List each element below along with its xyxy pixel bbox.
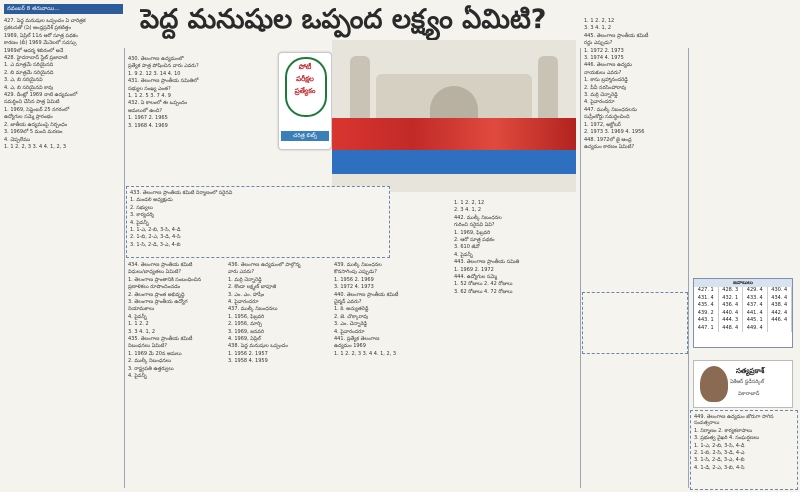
text-line: నాయకులు ఎవరు? [584, 69, 622, 76]
text-line: 434. తెలంగాణ ప్రాంతీయ కమిటీ [128, 262, 193, 268]
text-line: 4. 1969, ఏప్రిల్ [228, 336, 261, 343]
text-line: 1. 1972, అక్టోబర్ [584, 121, 621, 128]
text-line: 3. 3 4. 1, 2 [584, 25, 612, 32]
text-line: 1. మండలి అధ్యక్షుడు [130, 197, 173, 204]
text-line: 1. 9 2. 12 3. 14 4. 10 [128, 70, 181, 77]
text-line: 3. 1974 4. 1975 [584, 55, 624, 62]
text-line: 1. నిర్మాణం 2. కార్యకలాపాలు [694, 427, 753, 434]
section-tag: నవంబర్ 8 తరువాయి... [4, 4, 123, 14]
text-line: 1. 52 రోజులు 2. 42 రోజులు [454, 281, 513, 288]
crowd-blue [332, 150, 576, 174]
text-line: 3. 1972 4. 1973 [334, 284, 374, 291]
text-line: 2. ముల్కీ నిబంధనలు [128, 358, 172, 365]
table-cell: 435. 4 [694, 302, 719, 310]
table-cell: 432. 1 [719, 295, 744, 303]
column-7 [584, 18, 686, 288]
text-line: కొనసాగింపు ఎప్పుడు? [334, 269, 377, 276]
table-cell: 436. 4 [719, 302, 744, 310]
minaret-right [538, 56, 558, 120]
text-line: 3. 610 జీవో [454, 244, 480, 251]
text-line: 3. 62 రోజులు 4. 72 రోజులు [454, 288, 513, 295]
text-line: ఉద్యమం కారణం ఏమిటి? [584, 143, 635, 150]
text-line: 2. కొండా లక్ష్మణ్ బాపూజీ [228, 284, 277, 291]
text-line: 446. తెలంగాణ ఉద్యమ [584, 62, 633, 69]
text-line: 449. తెలంగాణ ఉద్యమం జోరుగా సాగిన సంవత్సరాలు [694, 414, 774, 427]
text-line: 1. 1956 2. 1957 [228, 350, 268, 357]
text-line: వారు ఎవరు? [228, 269, 254, 276]
table-cell: 442. 4 [768, 310, 793, 318]
table-cell: 437. 4 [743, 302, 768, 310]
match-question-box [582, 292, 688, 354]
table-cell: 430. 4 [768, 287, 793, 295]
text-line: 3. మర్రి చెన్నారెడ్డి [584, 92, 618, 99]
text-line: 445. తెలంగాణ ప్రాంతీయ కమిటీ [584, 32, 649, 39]
text-line: 1. 1 2. 2, 12 [584, 18, 615, 24]
badge-line-1: పోటీ [298, 63, 312, 71]
text-line: 1. 1-ఎ, 2-బి, 3-సి, 4-డి [130, 227, 181, 234]
text-line: సుప్రీంకోర్టు సమర్థించింది [584, 114, 630, 121]
text-line: 436. తెలంగాణ ఉద్యమంలో పాల్గొన్న [228, 262, 301, 268]
author-photo [700, 366, 728, 402]
text-line: కారణం (బీ) 1969 మేనెలలో సదస్సు [4, 40, 77, 47]
column-rule [124, 48, 125, 488]
table-cell: 448. 4 [719, 325, 744, 333]
text-line: 3. 1969, జనవరి [228, 328, 264, 335]
author-place: వికారాబాద్ [738, 391, 760, 397]
author-box [693, 360, 793, 408]
text-line: 1. 1956, ఫిబ్రవరి [228, 313, 265, 320]
text-line: 4. పైవారందరూ [584, 99, 615, 106]
text-line: ప్రణాళికలు రూపొందించడం [128, 284, 181, 291]
text-line: 433. తెలంగాణ ప్రాంతీయ కమిటీ నిర్మాణంలో సరైనవి [130, 190, 233, 196]
table-cell: 428. 3 [719, 287, 744, 295]
match-question-text [130, 190, 386, 254]
text-line: రద్దు ఎప్పుడు? [584, 40, 613, 47]
column-5 [334, 262, 450, 488]
text-line: 440. తెలంగాణ ప్రాంతీయ కమిటీ [334, 291, 399, 298]
text-line: అమలులో ఉంది? [128, 107, 163, 114]
text-line: 429. దీంట్లో 1969 నాటి ఉద్యమంలో [4, 92, 78, 99]
table-cell: 431. 4 [694, 295, 719, 303]
column-1 [4, 18, 122, 488]
text-line: 3. తెలంగాణ ప్రాంతీయ ఉద్యోగ [128, 299, 188, 306]
column-4 [228, 262, 330, 488]
text-line: 4. పైవారందరూ [334, 328, 365, 335]
table-cell: 447. 1 [694, 325, 719, 333]
text-line: 1. 1-ఎ, 2-బి, 3-సి, 4-డి [694, 442, 745, 449]
minaret-left [350, 56, 370, 120]
table-cell: 443. 1 [694, 317, 719, 325]
text-line: 1. తెలంగాణ ప్రాంతానికి సంబంధించిన [128, 276, 202, 283]
text-line: 3. 1-సి, 2-డి, 3-ఎ, 4-బి [130, 241, 181, 248]
text-line: 4. ఎ, బి సరియైనవి కావు [4, 84, 54, 91]
text-line: 1. 1 2. 2, 12 [454, 200, 485, 206]
table-cell: 449. 4 [743, 325, 768, 333]
text-line: 3. ప్రభుత్వ వైఖరి 4. సంఘర్షణలు [694, 435, 760, 442]
text-line: 1969లో ఆదర్శ శిబిరంలో అనే [4, 47, 64, 54]
text-line: నిబంధనలు ఏమిటి? [128, 343, 168, 350]
text-line: 1. 1969, ఫిబ్రవరి [454, 229, 491, 236]
author-name: సత్యప్రకాశ్ [736, 367, 765, 375]
text-line: ప్రకటనతో (ఏ) ఆంధ్రప్రదేశ్ ప్రకటిత్తం [4, 25, 71, 32]
text-line: 2. 1956, మార్చి [228, 321, 263, 328]
text-line: 1. ఎ మాత్రమే సరియైనది [4, 62, 54, 69]
text-line: 4. చెప్పలేము [4, 136, 31, 143]
text-line: 3. 3 4. 1, 2 [128, 328, 156, 335]
text-line: 3. 1958 4. 1959 [228, 358, 268, 365]
badge-strip: చరిత్ర బిట్స్ [281, 131, 329, 141]
text-line: 1. కె. అచ్యుతరెడ్డి [334, 306, 369, 313]
table-row [694, 302, 792, 310]
text-line: 4. పైవన్నీ [130, 219, 149, 226]
text-line: 3. రాష్ట్రపతి ఉత్తర్వులు [128, 365, 174, 372]
text-line: 3. ఎం. చెన్నారెడ్డి [334, 321, 368, 328]
text-line: 1. 1969, సెప్టెంబర్ 25 నగరంలో [4, 106, 70, 113]
text-line: సమర్థించి చేసిన పాత్ర ఏమిటి [4, 99, 60, 106]
table-cell: 440. 4 [719, 310, 744, 318]
text-line: 432. ఏ కాలంలో ఈ ఒప్పందం [128, 100, 188, 107]
text-line: 3. 1-సి, 2-డి, 3-ఎ, 4-బి [694, 457, 745, 464]
table-cell [768, 325, 793, 333]
text-line: సభ్యుల సంఖ్య ఎంత? [128, 85, 171, 92]
table-cell: 446. 4 [768, 317, 793, 325]
text-line: నియామకాలు [128, 306, 155, 313]
text-line: 2. 1-బి, 2-సి, 3-డి, 4-ఎ [694, 450, 745, 457]
table-cell: 439. 2 [694, 310, 719, 318]
table-cell: 445. 1 [743, 317, 768, 325]
table-cell: 434. 4 [768, 295, 793, 303]
table-cell: 441. 4 [743, 310, 768, 318]
text-line: 1. 1969 మే 20న అమలు [128, 350, 182, 357]
protest-photo [332, 40, 576, 192]
text-line: 1. 1 2. 2 [128, 321, 149, 328]
text-line: ప్రత్యేక పాత్ర పోషించిన వారు ఎవరు? [128, 63, 199, 70]
text-line: 3. ఎం. ఎం. హాషీం [228, 291, 265, 298]
answers-table [693, 278, 793, 348]
author-role: ఏకేఆర్ స్టడీసర్కిల్ [730, 379, 765, 385]
text-line: విధులు/బాధ్యతలు ఏమిటి? [128, 269, 182, 276]
charminar-building [332, 40, 576, 120]
text-line: 3. 1969లో 5 మంది మరణం [4, 129, 63, 136]
text-line: 4. పైవారందరూ [228, 299, 259, 306]
page-title: పెద్ద మనుషుల ఒప్పంద లక్ష్యం ఏమిటి? [140, 4, 547, 35]
text-line: ఉద్యమం 1969 [334, 343, 366, 350]
text-line: 1. 1 2. 5 3. 7 4. 9 [128, 93, 171, 100]
text-line: 442. ముల్కీ నిబంధనల [454, 214, 502, 221]
badge-line-2: పరీక్షల [296, 75, 314, 83]
text-line: 1969, ఏప్రిల్ 11న ఆరో సూత్ర పథకం [4, 32, 78, 39]
text-line: 2. బి మాత్రమే సరియైనది [4, 69, 54, 76]
column-rule [688, 48, 689, 488]
text-line: 4. 1-డి, 2-ఎ, 3-బి, 4-సి [694, 464, 745, 471]
answers-header: జవాబులు [694, 279, 792, 287]
text-line: 448. 1972లో జై ఆంధ్ర [584, 136, 632, 143]
table-row [694, 295, 792, 303]
text-line: 4. పైవన్నీ [454, 251, 473, 258]
table-cell: 433. 4 [743, 295, 768, 303]
text-line: 431. తెలంగాణ ప్రాంతీయ సమితిలో [128, 78, 199, 85]
text-line: 2. ఆరో సూత్ర పథకం [454, 237, 495, 244]
text-line: 443. తెలంగాణ ప్రాంతీయ సమితి [454, 259, 520, 266]
text-line: 447. ముల్కీ నిబంధనలను [584, 106, 638, 113]
table-row [694, 317, 792, 325]
text-line: 1. 1 2. 2, 3 3. 4 4. 1, 2, 3 [334, 350, 397, 357]
text-line: 3. ఎ, బి సరియైనవి [4, 77, 43, 84]
text-line: 3. 1968 4. 1969 [128, 122, 168, 129]
table-row [694, 325, 792, 333]
text-line: 444. ఉద్యోగుల సమ్మె [454, 274, 497, 281]
text-line: 439. ముల్కీ నిబంధనల [334, 262, 382, 268]
column-6 [454, 200, 576, 488]
column-rule [580, 48, 581, 488]
text-line: 2. 1973 3. 1969 4. 1956 [584, 129, 645, 136]
text-line: 3. కార్యదర్శి [130, 212, 154, 219]
text-line: 2. తెలంగాణ ప్రాంత అభివృద్ధి [128, 291, 185, 298]
text-line: 1. కాసు బ్రహ్మానందరెడ్డి [584, 77, 628, 84]
exam-special-badge [278, 52, 332, 150]
text-line: 441. ప్రత్యేక తెలంగాణ [334, 336, 380, 343]
text-line: 2. పీవీ నరసింహారావు [584, 84, 627, 91]
table-row [694, 310, 792, 318]
table-cell: 438. 4 [768, 302, 793, 310]
column-2 [128, 56, 274, 184]
text-line: 2. సభ్యులు [130, 204, 153, 211]
text-line: 430. తెలంగాణ ఉద్యమంలో [128, 56, 184, 62]
text-line: 1. 1967 2. 1965 [128, 115, 168, 122]
text-line: 428. హైదరాబాద్ స్టేట్ ప్రజావాణి [4, 55, 68, 62]
text-line: 4. పైవన్నీ [128, 313, 147, 320]
text-line: 1. మర్రి చెన్నారెడ్డి [228, 276, 262, 283]
text-line: ఉద్యోగుల సమ్మె ప్రారంభం [4, 114, 53, 121]
text-line: 2. 3 4. 1, 2 [454, 207, 482, 214]
table-cell: 427. 1 [694, 287, 719, 295]
table-row [694, 287, 792, 295]
text-line: 435. తెలంగాణ ప్రాంతీయ కమిటీ [128, 336, 193, 343]
text-line: 438. పెద్ద మనుషుల ఒప్పందం [228, 343, 288, 350]
text-line: 427. పెద్ద మనుషుల ఒప్పందం ఏ చారిత్రక [4, 18, 86, 24]
text-line: గురించి సరైనవి ఏవి? [454, 222, 495, 229]
bottom-right-question [694, 414, 794, 486]
text-line: 2. 1-బి, 2-ఎ, 3-డి, 4-సి [130, 234, 181, 241]
text-line: 4. పైవన్నీ [128, 373, 147, 380]
column-3 [128, 262, 224, 488]
text-line: 1. 1969 2. 1972 [454, 266, 494, 273]
text-line: 2. జాతీయ ఉద్యమంపై నిర్బంధం [4, 121, 68, 128]
badge-line-3: ప్రత్యేకం [294, 87, 316, 95]
text-line: 1. 1972 2. 1973 [584, 47, 624, 54]
text-line: 2. జె. చొక్కారావు [334, 313, 369, 320]
table-cell: 429. 4 [743, 287, 768, 295]
text-line: ఛైర్మన్ ఎవరు? [334, 299, 362, 306]
text-line: 1. 1956 2. 1969 [334, 276, 374, 283]
table-cell: 444. 3 [719, 317, 744, 325]
text-line: 1. 1 2. 2, 3 3. 4 4. 1, 2, 3 [4, 143, 67, 150]
text-line: 437. ముల్కీ నిబంధనలు [228, 306, 278, 313]
